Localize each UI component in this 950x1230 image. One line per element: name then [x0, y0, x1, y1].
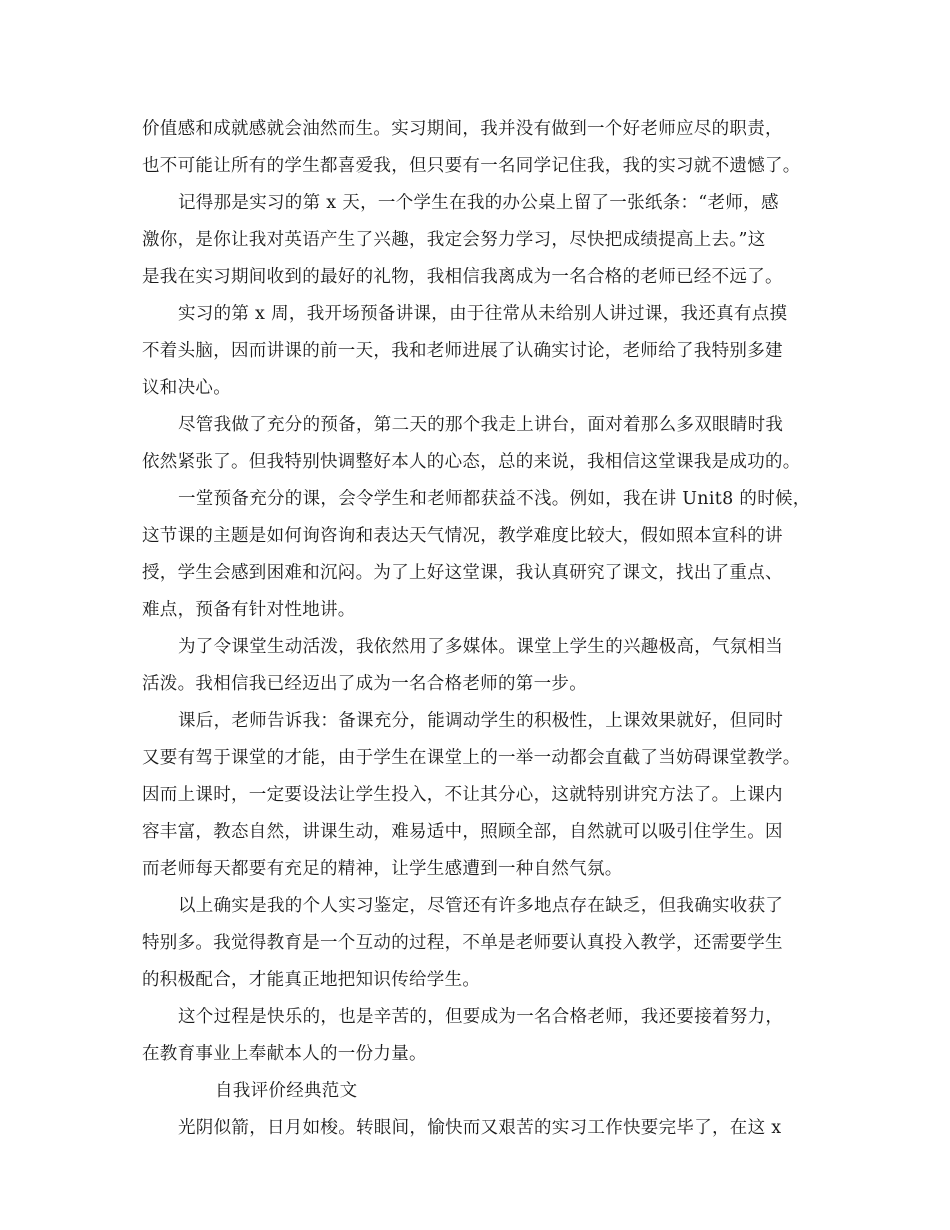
section-heading: 自我评价经典范文	[215, 1081, 358, 1101]
text-line: 也不可能让所有的学生都喜爱我，但只要有一名同学记住我，我的实习就不遗憾了。	[142, 156, 801, 176]
text-line: 授，学生会感到困难和沉闷。为了上好这堂课，我认真研究了课文，找出了重点、	[142, 563, 783, 583]
text-line: 活泼。我相信我已经迈出了成为一名合格老师的第一步。	[142, 674, 587, 694]
text-line: 容丰富，教态自然，讲课生动，难易适中，照顾全部，自然就可以吸引住学生。因	[142, 822, 783, 842]
text-line: 一堂预备充分的课，会令学生和老师都获益不浅。例如，我在讲 Unit8 的时候，	[178, 489, 811, 509]
text-line: 这个过程是快乐的，也是辛苦的，但要成为一名合格老师，我还要接着努力，	[178, 1007, 784, 1027]
text-line: 特别多。我觉得教育是一个互动的过程，不单是老师要认真投入教学，还需要学生	[142, 933, 783, 953]
text-line: 难点，预备有针对性地讲。	[142, 600, 356, 620]
text-line: 课后，老师告诉我：备课充分，能调动学生的积极性，上课效果就好，但同时	[178, 711, 784, 731]
text-line: 不着头脑，因而讲课的前一天，我和老师进展了认确实讨论，老师给了我特别多建	[142, 341, 783, 361]
text-line: 又要有驾于课堂的才能，由于学生在课堂上的一举一动都会直截了当妨碍课堂教学。	[142, 748, 801, 768]
text-line: 议和决心。	[142, 378, 231, 398]
text-line: 价值感和成就感就会油然而生。实习期间，我并没有做到一个好老师应尽的职责，	[142, 119, 783, 139]
text-line: 光阴似箭，日月如梭。转眼间，愉快而又艰苦的实习工作快要完毕了，在这 x	[178, 1118, 782, 1138]
text-line: 是我在实习期间收到的最好的礼物，我相信我离成为一名合格的老师已经不远了。	[142, 267, 783, 287]
text-line: 的积极配合，才能真正地把知识传给学生。	[142, 970, 481, 990]
text-line: 在教育事业上奉献本人的一份力量。	[142, 1044, 427, 1064]
text-line: 因而上课时，一定要设法让学生投入，不让其分心，这就特别讲究方法了。上课内	[142, 785, 783, 805]
text-line: 实习的第 x 周，我开场预备讲课，由于往常从未给别人讲过课，我还真有点摸	[178, 304, 788, 324]
text-line: 尽管我做了充分的预备，第二天的那个我走上讲台，面对着那么多双眼睛时我	[178, 415, 784, 435]
text-line: 而老师每天都要有充足的精神，让学生感遭到一种自然气氛。	[142, 859, 623, 879]
text-line: 记得那是实习的第 x 天，一个学生在我的办公桌上留了一张纸条：“老师，感	[178, 193, 779, 213]
text-line: 这节课的主题是如何询咨询和表达天气情况，教学难度比较大，假如照本宣科的讲	[142, 526, 783, 546]
text-line: 依然紧张了。但我特别快调整好本人的心态，总的来说，我相信这堂课我是成功的。	[142, 452, 801, 472]
text-line: 激你，是你让我对英语产生了兴趣，我定会努力学习，尽快把成绩提高上去。”这	[142, 230, 766, 250]
text-line: 以上确实是我的个人实习鉴定，尽管还有许多地点存在缺乏，但我确实收获了	[178, 896, 784, 916]
text-line: 为了令课堂生动活泼，我依然用了多媒体。课堂上学生的兴趣极高，气氛相当	[178, 637, 784, 657]
